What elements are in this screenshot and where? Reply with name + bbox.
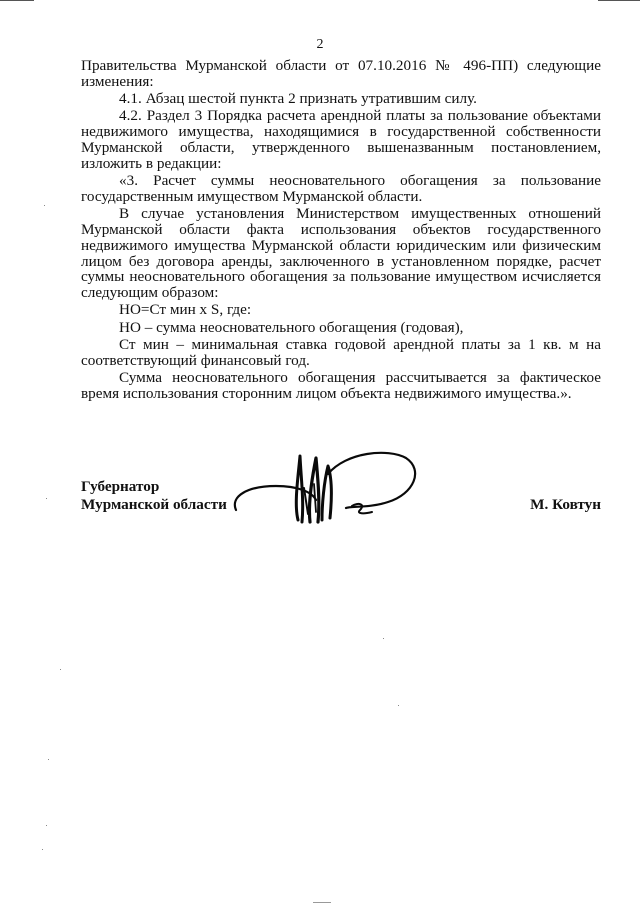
paragraph: 4.2. Раздел 3 Порядка расчета арендной платы за пользование объектами недвижимого имущества, находящимися в государственной собственности Мурманской области, утвержденного вышеназванным постановлением, изложить в редакции: <box>81 107 601 172</box>
paragraph: «3. Расчет суммы неосновательного обогащения за пользование государственным имуществом Мурманской области. <box>81 172 601 205</box>
scan-speck <box>42 849 43 850</box>
scan-bottom-mark <box>313 902 331 903</box>
scan-speck <box>383 638 384 639</box>
document-body <box>81 58 601 403</box>
scan-edge-mark-left <box>0 0 34 1</box>
paragraph: В случае установления Министерством имущественных отношений Мурманской области факта использования объектов государственного недвижимого имущества Мурманской области юридическим или физическим лицом без договора аренды, заключенного в установленном порядке, расчет суммы неосновательного обогащения за пользование имуществом исчисляется следующим образом: <box>81 205 601 302</box>
paragraph: НО=Ст мин x S, где: <box>119 301 252 319</box>
paragraph: 4.1. Абзац шестой пункта 2 признать утратившим силу. <box>119 90 477 108</box>
signer-title <box>81 478 227 514</box>
scan-speck <box>60 669 61 670</box>
paragraph: Ст мин – минимальная ставка годовой арендной платы за 1 кв. м на соответствующий финансовый год. <box>81 336 601 369</box>
paragraph: Сумма неосновательного обогащения рассчитывается за фактическое время использования сторонним лицом объекта недвижимого имущества.». <box>81 369 601 402</box>
signer-name: М. Ковтун <box>530 496 601 513</box>
scan-speck <box>46 825 47 826</box>
paragraph: Правительства Мурманской области от 07.10.2016 № 496-ПП) следующие изменения: <box>81 57 601 90</box>
scan-edge-mark-right <box>598 0 640 1</box>
paragraph: НО – сумма неосновательного обогащения (годовая), <box>119 318 464 336</box>
page-number: 2 <box>316 37 324 52</box>
scan-speck <box>398 705 399 706</box>
signer-title-line2: Мурманской области <box>81 496 227 513</box>
scan-speck <box>46 498 47 499</box>
scan-speck <box>48 759 49 760</box>
scan-speck <box>44 205 45 206</box>
signer-title-line1: Губернатор <box>81 478 160 495</box>
handwritten-signature <box>228 448 428 528</box>
